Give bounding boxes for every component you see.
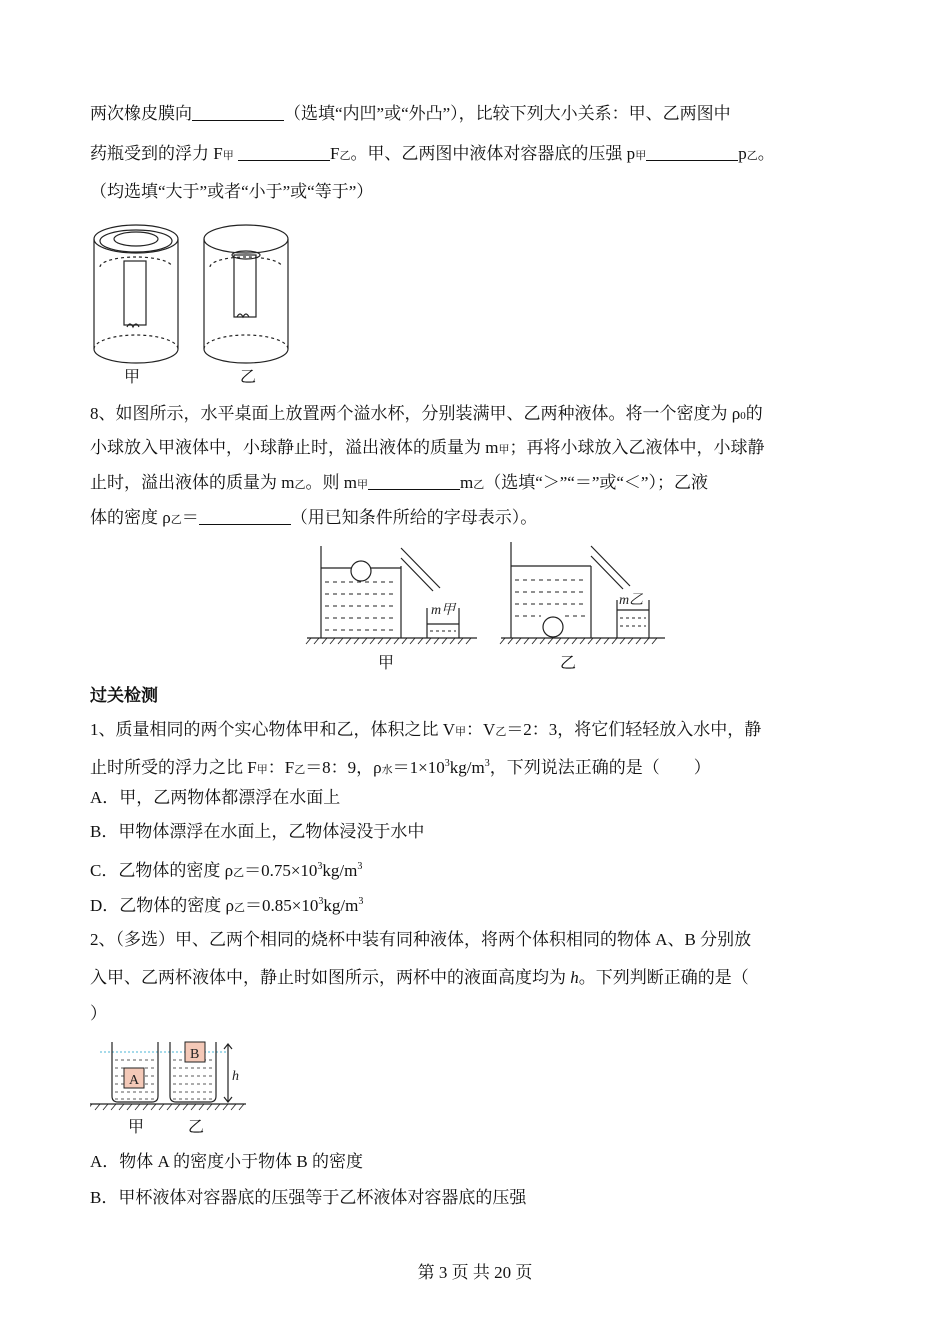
figure-label-yi: 乙 [188, 1117, 205, 1136]
text: 。下列判断正确的是（ [578, 968, 749, 987]
answer-blank[interactable] [199, 506, 291, 525]
answer-blank[interactable] [238, 142, 330, 161]
cylinders-figure [88, 215, 308, 385]
q7-line-1 [90, 102, 731, 126]
text: m [459, 473, 474, 492]
text: ＝1×10 [392, 758, 445, 777]
text: ＝2：3，将它们轻轻放入水中，静 [506, 720, 762, 739]
superscript: 3 [358, 896, 364, 907]
answer-blank[interactable] [192, 102, 284, 121]
subscript: 甲 [455, 726, 467, 738]
subscript: 乙 [294, 764, 306, 776]
q2-option-b[interactable]: B．甲杯液体对容器底的压强等于乙杯液体对容器底的压强 [90, 1188, 527, 1207]
text: （选填“内凹”或“外凸”），比较下列大小关系：甲、乙两图中 [284, 104, 731, 123]
text: 入甲、乙两杯液体中，静止时如图所示，两杯中的液面高度均为 [90, 968, 571, 987]
check-q1-line-2 [90, 752, 711, 782]
q2-option-a[interactable]: A．物体 A 的密度小于物体 B 的密度 [90, 1152, 363, 1171]
text: kg/m [322, 861, 358, 880]
text: ；再将小球放入乙液体中，小球静 [509, 438, 765, 457]
text: 8、如图所示，水平桌面上放置两个溢水杯，分别装满甲、乙两种液体。将一个密度为 ρ [90, 404, 741, 423]
text: 的 [745, 404, 763, 423]
q7-line-3 [90, 180, 373, 204]
superscript: 3 [317, 861, 323, 872]
label-h: h [232, 1069, 239, 1084]
text: ＝0.75×10 [244, 861, 318, 880]
answer-blank[interactable] [368, 471, 460, 490]
subscript: 乙 [495, 726, 507, 738]
text: 体的密度 ρ [90, 508, 171, 527]
text: 小球放入甲液体中，小球静止时，溢出液体的质量为 m [90, 438, 499, 457]
text: 两次橡皮膜向 [90, 104, 192, 123]
check-q2-line-2 [90, 966, 749, 990]
option-b[interactable]: B．甲物体漂浮在水面上，乙物体浸没于水中 [90, 822, 425, 841]
q8-line-1 [90, 402, 763, 428]
text: kg/m [449, 758, 485, 777]
text: ＝8：9，ρ [305, 758, 382, 777]
label-a: A [129, 1073, 140, 1088]
subscript: 乙 [746, 150, 758, 162]
answer-blank[interactable] [646, 142, 738, 161]
q8-line-4 [90, 506, 537, 532]
q8-line-3 [90, 471, 708, 497]
subscript: 甲 [256, 764, 268, 776]
subscript: 乙 [339, 150, 351, 162]
superscript: 3 [318, 896, 324, 907]
figure-label-yi: 乙 [560, 653, 577, 672]
label-b: B [190, 1047, 200, 1062]
text: ：V [466, 720, 496, 739]
option-a[interactable]: A．甲，乙两物体都漂浮在水面上 [90, 788, 341, 807]
superscript: 3 [444, 758, 450, 769]
text: ，下列说法正确的是（ ） [489, 758, 711, 777]
subscript: 水 [381, 764, 393, 776]
check-q2-line-1: 2、（多选）甲、乙两个相同的烧杯中装有同种液体，将两个体积相同的物体 A、B 分别放 [90, 930, 752, 949]
text: （用已知条件所给的字母表示）。 [290, 508, 538, 527]
text: ＝ [181, 508, 199, 527]
text: ：F [267, 758, 295, 777]
text: 。则 m [305, 473, 357, 492]
superscript: 3 [484, 758, 490, 769]
beakers-figure [90, 1036, 250, 1114]
text: （选填“＞”“＝”或“＜”）；乙液 [484, 473, 708, 492]
text: ＝0.85×10 [245, 896, 319, 915]
subscript: 乙 [233, 867, 245, 879]
figure-label-jia: 甲 [124, 367, 141, 386]
text: 。甲、乙两图中液体对容器底的压强 p [350, 144, 636, 163]
subscript: 乙 [170, 514, 182, 526]
page-footer: 第 3 页 共 20 页 [417, 1263, 533, 1282]
figure-label-jia: 甲 [128, 1117, 145, 1136]
text: p [738, 144, 747, 163]
text: C．乙物体的密度 ρ [90, 861, 234, 880]
check-q2-line-3: ） [90, 1004, 107, 1023]
text: 。 [757, 144, 775, 163]
label-m-jia: m甲 [431, 603, 456, 618]
option-d[interactable] [90, 890, 363, 920]
text: 药瓶受到的浮力 F [90, 144, 223, 163]
superscript: 3 [357, 861, 363, 872]
subscript: 甲 [498, 444, 510, 456]
figure-label-yi: 乙 [240, 367, 257, 386]
option-c[interactable] [90, 855, 362, 885]
label-m-yi: m乙 [619, 593, 644, 608]
subscript: 甲 [635, 150, 647, 162]
subscript: 0 [740, 410, 746, 422]
subscript: 甲 [356, 479, 368, 491]
subscript: 乙 [473, 479, 485, 491]
variable-h: h [570, 968, 579, 987]
q7-line-2 [90, 142, 775, 168]
text: D．乙物体的密度 ρ [90, 896, 235, 915]
text: 止时，溢出液体的质量为 m [90, 473, 295, 492]
text: 1、质量相同的两个实心物体甲和乙，体积之比 V [90, 720, 456, 739]
check-q1-line-1 [90, 718, 761, 744]
subscript: 乙 [234, 902, 246, 914]
text: 止时所受的浮力之比 F [90, 758, 257, 777]
q8-line-2 [90, 436, 764, 462]
subscript: 甲 [222, 150, 234, 162]
text: （均选填“大于”或者“小于”或“等于”） [90, 182, 374, 201]
subscript: 乙 [294, 479, 306, 491]
text: F [329, 144, 340, 163]
text: kg/m [323, 896, 359, 915]
overflow-cups-figure [305, 538, 670, 648]
section-title: 过关检测 [90, 686, 158, 706]
figure-label-jia: 甲 [378, 653, 395, 672]
